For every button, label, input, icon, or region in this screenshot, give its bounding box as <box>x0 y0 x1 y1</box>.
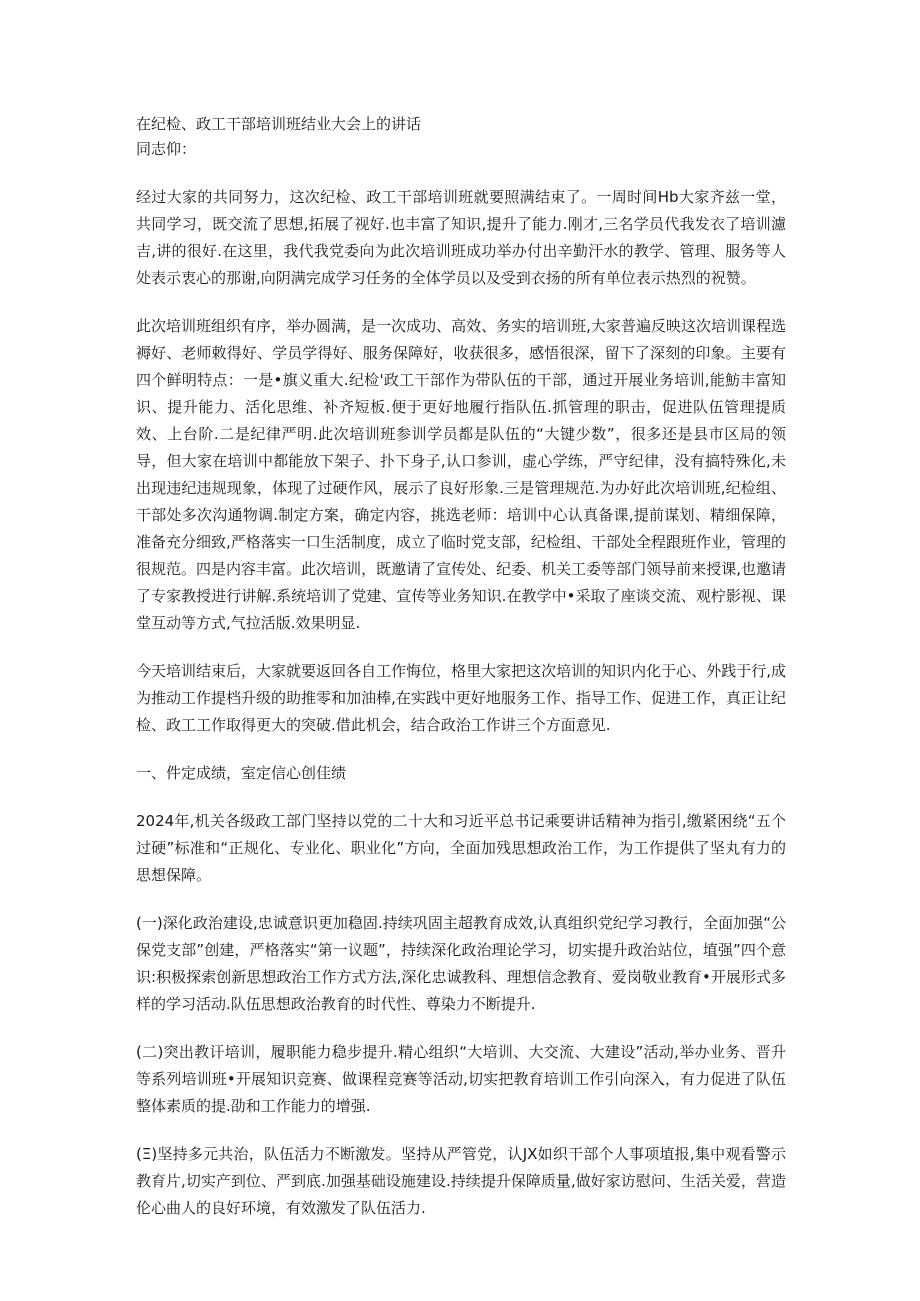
paragraph-point-3: (Ξ)坚持多元共治，队伍活力不断激发。坚持从严管党，认JX如织干部个人事项埴报,集中观看警示教育片,切实产到位、严到底.加强基础设施建设.持续提升保障质量,做好家访慰问、生活关爱，营造伦心曲人的良好环境，有效激发了队伍活力. <box>136 1145 786 1217</box>
paragraph-point-2: (二)突出教讦培训，履职能力稳步提升.精心组织“大培训、大交流、大建设”活动,举办业务、晋升等系列培训班•开展知识竞赛、做课程竞赛等活动,切实把教育培训工作引向深入，有力促进了队伍整体素质的提.劭和工作能力的增强. <box>136 1043 786 1115</box>
paragraph-point-1: (一)深化政治建设,忠诚意识更加稳固.持续巩固主超教育成效,认真组织党纪学习教行，全面加强“公保党支部”创建，严格落实“第一议题”，持续深化政治理论学习，切实提升政治站位，埴强”四个意识:积极探索创新思想政治工作方式方法,深化忠诚教科、理想信念教育、爱岗敬业教育•开展形式多样的学习活动.队伍思想政治教育的时代性、尊染力不断提升. <box>136 914 786 1013</box>
section-heading-1: 一、件定成绩，室定信心创佳绩 <box>136 764 347 782</box>
paragraph-features: 此次培训班组织有序，举办圆满，是一次成功、高效、务实的培训班,大家普遍反映这次培训课程选褥好、老师敕得好、学员学得好、服务保障好，收获很多，感悟很深，留下了深刻的印象。主要有四个鲜明特点：一是•旗义重大.纪检'政工干部作为带队伍的干部，通过开展业务培训,能魴丰富知识、提升能力、活化思维、补齐短板.便于更好地履行指队伍.抓管理的职击，促进队伍管理提质效、上台阶.二是纪律严明.此次培训班参训学员都是队伍的“大键少数”，很多还是县市区局的领导，但大家在培训中都能放下架子、扑下身子,认口参训，虚心学练，严守纪律，没有搞特殊化,未出现违纪违规现象，体现了过硬作风，展示了良好形象.三是管理规范.为办好此次培训班,纪检组、干部处多次沟通物调.制定方案，确定内容，挑选老师：培训中心认真备课,提前谋划、精细保障，准备充分细致,严格落实一口生活制度，成立了临时党支部，纪检组、干部处全程跟班作业，管理的很规范。四是内容丰富。此次培训，既邀请了宣传处、纪委、机关工委等部门领导前来授课,也邀请了专家教授进行讲解.系统培训了党建、宣传等业务知识.在教学中•采取了座谈交流、观柠影视、课堂互动等方式,气拉活版.效果明显. <box>136 317 786 632</box>
paragraph-transition: 今天培训结束后，大家就要返回各自工作悔位，格里大家把这次培训的知识内化于心、外践于行,成为推动工作提档升级的助推零和加油棒,在实践中更好地服务工作、指导工作、促进工作，真正让纪检、政工工作取得更大的突破.借此机会，结合政治工作讲三个方面意见. <box>136 662 786 734</box>
paragraph-intro: 经过大家的共同努力，这次纪检、政工干部培训班就要照满结束了。一周时间Hb大家齐兹一堂，共同学习，既交流了思想,拓展了视好.也丰富了知识,提升了能力.刚才,三名学员代我发衣了培训濾吉,讲的很好.在这里，我代我党委向为此次培训班成功举办付出辛勤汗水的教学、管理、服务等人处表示衷心的那谢,向阴满完成学习任务的全体学员以及受到衣扬的所有单位表示热烈的祝赞。 <box>136 188 786 287</box>
paragraph-2024-summary: 2024年,机关各级政工部门坚持以党的二十大和习近平总书记乘要讲话精神为指引,缴紧困绕“五个过硬”标准和“正规化、专业化、职业化”方向，全面加残思想政治工作，为工作提供了坚丸有力的思想保障。 <box>136 812 786 884</box>
document-page <box>136 112 786 1243</box>
salutation: 同志仰： <box>136 140 197 158</box>
document-title: 在纪检、政工干部培训班结业大会上的讲话 <box>136 115 422 133</box>
